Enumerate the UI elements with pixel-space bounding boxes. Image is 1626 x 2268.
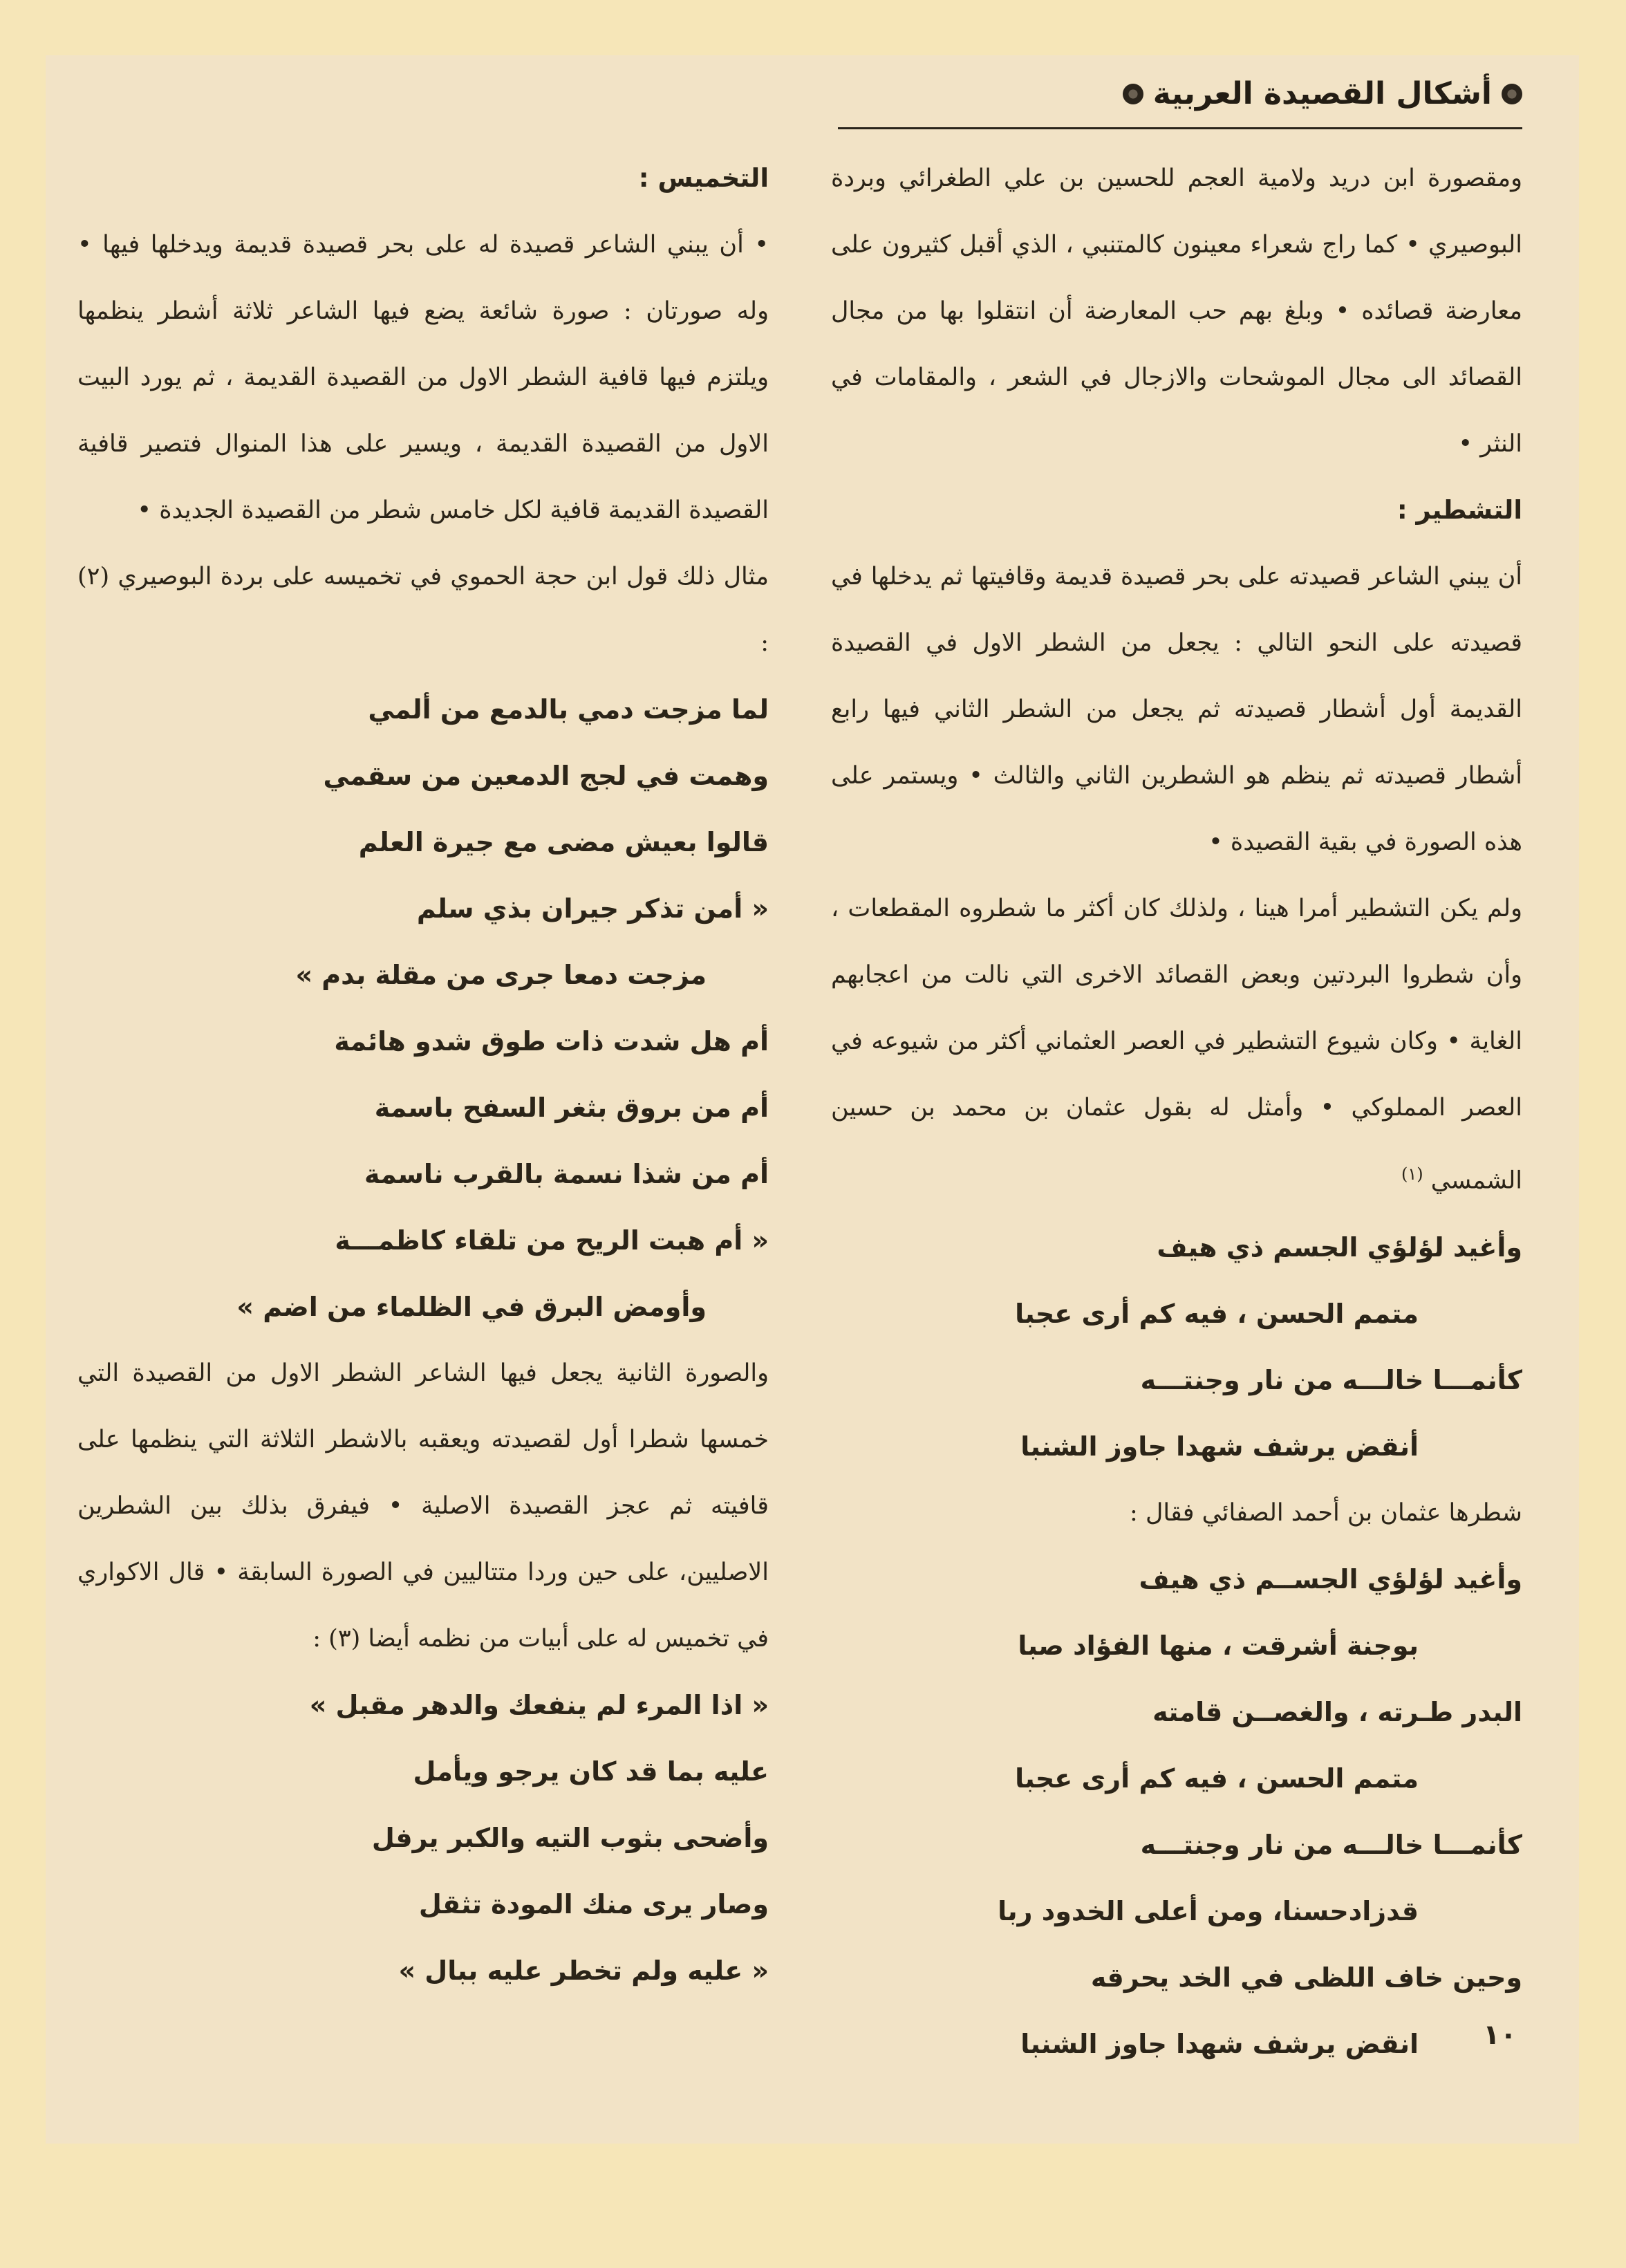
verse-line: « أمن تذكر جيران بذي سلم (416, 893, 769, 924)
verse-line: وحين خاف اللظى في الخد يحرقه (1090, 1962, 1522, 1993)
bullet-icon (1502, 84, 1522, 104)
verse-line: انقض يرشف شهدا جاوز الشنبا (1020, 2028, 1419, 2059)
paragraph-text: ولم يكن التشطير أمرا هينا ، ولذلك كان أكثر ما شطروه المقطعات ، وأن شطروا البردتين وبعض القصائد الاخرى التي نالت من اعجابهم الغاية • وكان شيوع التشطير في العصر العثماني أكثر من شيوعه في العصر المملوكي • وأمثل له بقول عثمان بن محمد بن حسين الشمسي (831, 895, 1522, 1195)
verse-line: بوجنة أشرقت ، منها الفؤاد صبا (1018, 1630, 1419, 1661)
paragraph (831, 875, 1522, 1214)
verse-line: كأنمـــا خالـــه من نار وجنتـــه (1140, 1364, 1522, 1395)
header-rule (838, 127, 1522, 129)
verse-line: مزجت دمعا جرى من مقلة بدم » (295, 960, 707, 990)
verse-line: كأنمـــا خالـــه من نار وجنتـــه (1140, 1829, 1522, 1860)
section-heading-takhmis: التخميس : (638, 163, 769, 193)
verse-line: وصار يرى منك المودة تثقل (418, 1889, 769, 1920)
left-column (77, 145, 769, 2004)
header-title: أشكال القصيدة العربية (1152, 76, 1492, 111)
paragraph: والصورة الثانية يجعل فيها الشاعر الشطر الاول من القصيدة التي خمسها شطرا أول لقصيدته ويعقبه بالاشطر الثلاثة التي ينظمها على قافيته ثم عجز القصيدة الاصلية • فيفرق بذلك بين الشطرين الاصليين، على حين وردا متتاليين في الصورة السابقة • قال الاكواري في تخميس له على أبيات من نظمه أيضا (٣) : (77, 1359, 769, 1653)
verse-line: متمم الحسن ، فيه كم أرى عجبا (1015, 1763, 1419, 1794)
verse-line: « اذا المرء لم ينفعك والدهر مقبل » (309, 1690, 769, 1720)
verse-line: عليه بما قد كان يرجو ويأمل (413, 1756, 769, 1787)
verse-line: أم هل شدت ذات طوق شدو هائمة (334, 1026, 769, 1057)
verse-line: قالوا بعيش مضى مع جيرة العلم (358, 827, 769, 857)
paragraph: أن يبني الشاعر قصيدته على بحر قصيدة قديمة وقافيتها ثم يدخلها في قصيدته على النحو التالي : يجعل من الشطر الاول في القصيدة القديمة أول أشطار قصيدته ثم يجعل من الشطر الثاني فيها رابع أشطار قصيدته ثم ينظم هو الشطرين الثاني والثالث • ويستمر على هذه الصورة في بقية القصيدة • (831, 563, 1522, 856)
verse-line: « أم هبت الريح من تلقاء كاظمـــة (335, 1225, 769, 1256)
verse-line: أم من شذا نسمة بالقرب ناسمة (364, 1159, 769, 1189)
verse-line: وأغيد لؤلؤي الجسم ذي هيف (1157, 1231, 1522, 1263)
verse-line: « عليه ولم تخطر عليه ببال » (398, 1955, 769, 1986)
verse-line: متمم الحسن ، فيه كم أرى عجبا (1015, 1298, 1419, 1329)
paragraph: ومقصورة ابن دريد ولامية العجم للحسين بن علي الطغرائي وبردة البوصيري • كما راج شعراء معينون كالمتنبي ، الذي أقبل كثيرون على معارضة قصائده • وبلغ بهم حب المعارضة أن انتقلوا بها من مجال القصائد الى مجال الموشحات والازجال في الشعر ، والمقامات في النثر • (831, 165, 1522, 458)
paragraph: مثال ذلك قول ابن حجة الحموي في تخميسه على بردة البوصيري (٢) : (77, 563, 769, 657)
running-header (1123, 76, 1522, 111)
section-heading-tashtir: التشطير : (1396, 495, 1522, 525)
footnote-marker: (١) (1401, 1164, 1423, 1184)
verse-line: أم من بروق بثغر السفح باسمة (374, 1093, 769, 1123)
page (46, 55, 1579, 2144)
verse-line: أنقض يرشف شهدا جاوز الشنبا (1020, 1431, 1419, 1462)
paragraph: • أن يبني الشاعر قصيدة له على بحر قصيدة قديمة ويدخلها فيها • وله صورتان : صورة شائعة يضع فيها الشاعر ثلاثة أشطر ينظمها ويلتزم فيها قافية الشطر الاول من القصيدة القديمة ، ثم يورد البيت الاول من القصيدة القديمة ، ويسير على هذا المنوال فتصير قافية القصيدة القديمة قافية لكل خامس شطر من القصيدة الجديدة • (77, 231, 769, 524)
verse-line: وأومض البرق في الظلماء من اضم » (236, 1292, 707, 1322)
page-number: ١٠ (1483, 2019, 1517, 2051)
verse-line: لما مزجت دمي بالدمع من ألمي (368, 694, 769, 725)
paragraph: شطرها عثمان بن أحمد الصفائي فقال : (1130, 1498, 1522, 1527)
verse-line: قدزادحسنا، ومن أعلى الخدود ربا (998, 1895, 1419, 1926)
right-column (831, 145, 1522, 2077)
verse-line: وهمت في لجج الدمعين من سقمي (323, 761, 769, 791)
bullet-icon (1123, 84, 1143, 104)
verse-line: وأغيد لؤلؤي الجســم ذي هيف (1139, 1563, 1522, 1595)
verse-line: البدر طـرته ، والغصــن قامته (1152, 1696, 1522, 1727)
verse-line: وأضحى بثوب التيه والكبر يرفل (371, 1823, 769, 1853)
